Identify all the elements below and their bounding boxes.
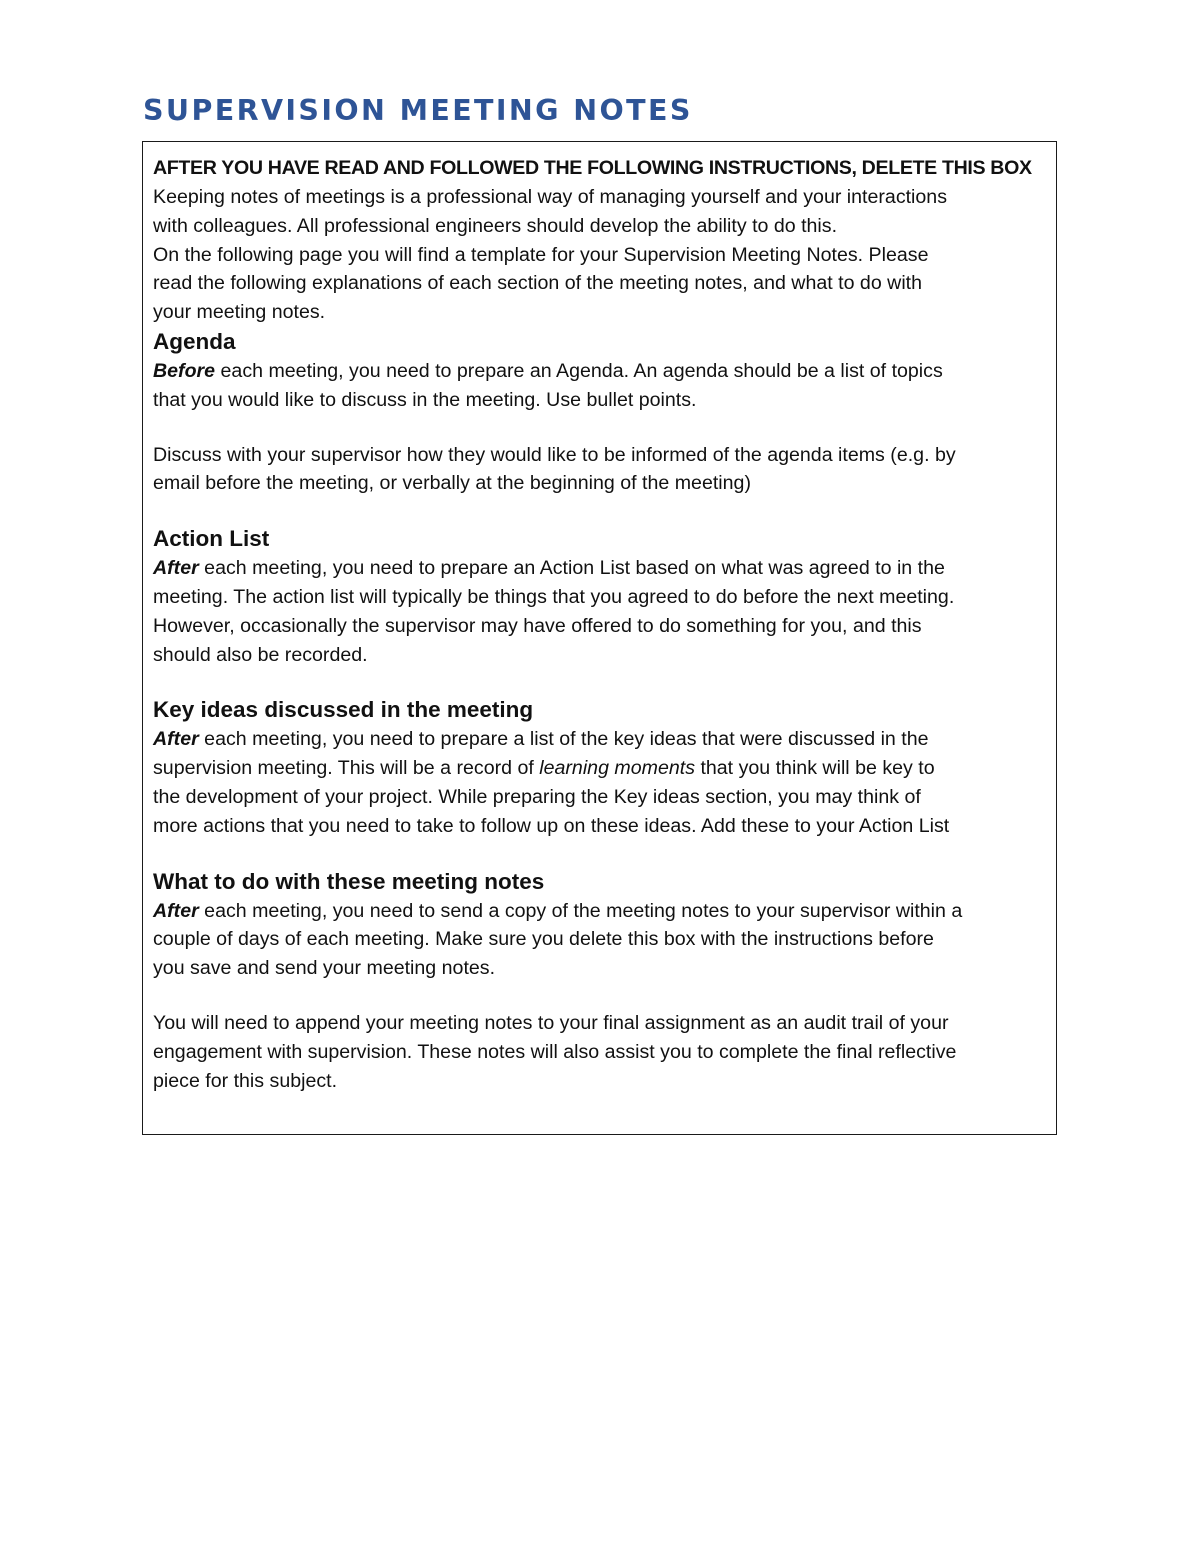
intro-line: your meeting notes. [153,301,326,324]
key-ideas-line: the development of your project. While preparing the Key ideas section, you may think of [153,785,921,808]
agenda-lead-word: Before [153,359,216,382]
key-ideas-heading: Key ideas discussed in the meeting [153,697,534,723]
intro-line: read the following explanations of each section of the meeting notes, and what to do with [153,272,923,295]
agenda-heading: Agenda [153,328,236,354]
learning-moments-emphasis: learning moments [539,757,695,780]
paragraph-spacer [153,669,1053,695]
what-to-do-line: piece for this subject. [153,1069,338,1092]
paragraph-spacer [153,841,1053,867]
paragraph-spacer [153,983,1053,1009]
action-list-lead-word: After [153,557,199,580]
instructions-box[interactable] [142,141,1057,1135]
intro-line: with colleagues. All professional engineers should develop the ability to do this. [153,214,838,237]
what-to-do-line-rest: each meeting, you need to send a copy of the meeting notes to your supervisor within a [198,899,963,922]
agenda-line: Discuss with your supervisor how they would like to be informed of the agenda items (e.g. by [153,443,956,466]
key-ideas-line-start: supervision meeting. This will be a record of [153,757,540,780]
intro-line: On the following page you will find a template for your Supervision Meeting Notes. Please [153,243,929,266]
key-ideas-line [153,725,1053,754]
action-list-line [153,554,1053,583]
what-to-do-line: you save and send your meeting notes. [153,957,496,980]
intro-line: Keeping notes of meetings is a professional way of managing yourself and your interactions [153,186,948,208]
what-to-do-lead-word: After [153,899,199,922]
instructions-heading: AFTER YOU HAVE READ AND FOLLOWED THE FOLLOWING INSTRUCTIONS, DELETE THIS BOX [153,157,1032,179]
action-list-heading: Action List [153,526,270,552]
key-ideas-line: more actions that you need to take to follow up on these ideas. Add these to your Action List [153,814,950,837]
key-ideas-line [153,754,1053,783]
agenda-line [153,357,1053,386]
agenda-line: that you would like to discuss in the meeting. Use bullet points. [153,388,697,411]
what-to-do-heading: What to do with these meeting notes [153,868,545,894]
agenda-line: email before the meeting, or verbally at the beginning of the meeting) [153,472,751,495]
key-ideas-lead-word: After [153,728,199,751]
what-to-do-line: You will need to append your meeting notes to your final assignment as an audit trail of your [153,1011,949,1034]
instructions-content [153,154,1053,1095]
agenda-line-rest: each meeting, you need to prepare an Agenda. An agenda should be a list of topics [215,359,943,382]
what-to-do-line: engagement with supervision. These notes will also assist you to complete the final reflective [153,1040,957,1063]
what-to-do-line: couple of days of each meeting. Make sure you delete this box with the instructions before [153,928,934,951]
key-ideas-line-end: that you think will be key to [695,757,935,780]
action-list-line: meeting. The action list will typically be things that you agreed to do before the next meeting. [153,585,955,608]
paragraph-spacer [153,498,1053,524]
action-list-line-rest: each meeting, you need to prepare an Action List based on what was agreed to in the [198,557,945,580]
page-title: SUPERVISION MEETING NOTES [143,94,693,127]
action-list-line: should also be recorded. [153,643,368,666]
what-to-do-line [153,897,1053,926]
paragraph-spacer [153,415,1053,441]
key-ideas-line-rest: each meeting, you need to prepare a list of the key ideas that were discussed in the [198,728,929,751]
action-list-line: However, occasionally the supervisor may have offered to do something for you, and this [153,614,922,637]
